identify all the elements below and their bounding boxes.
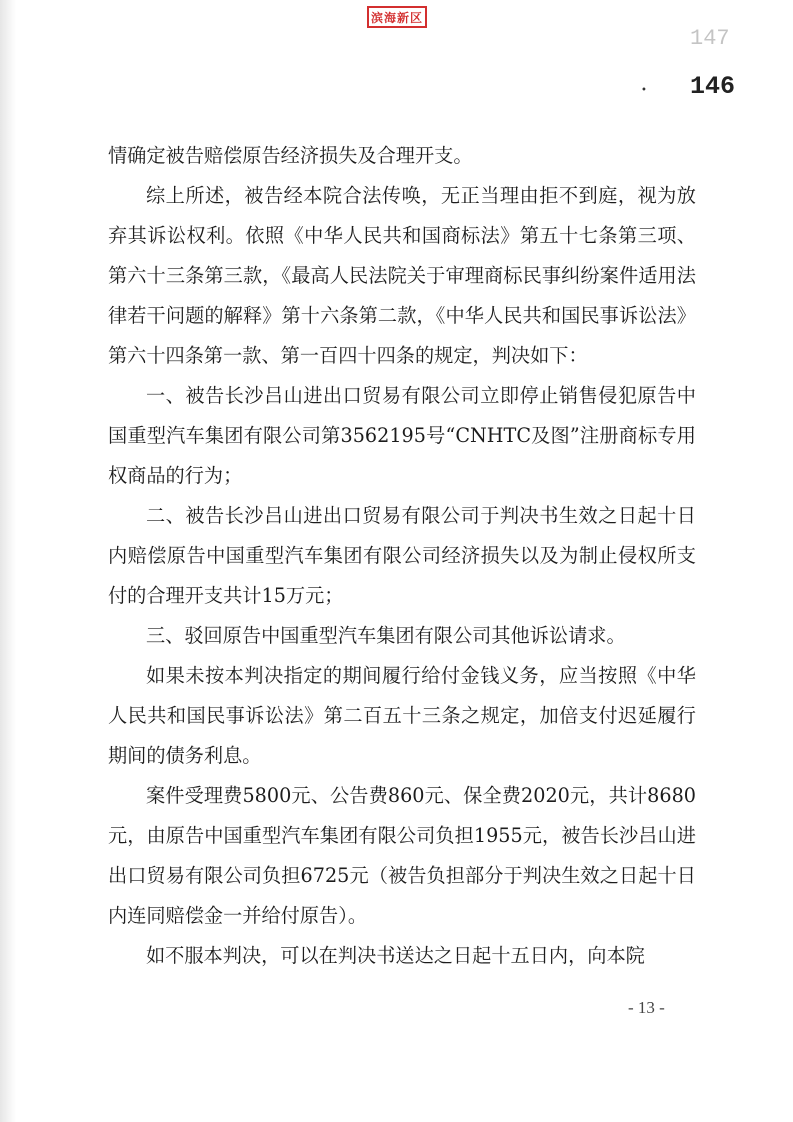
- page-footer-number: - 13 -: [628, 998, 665, 1017]
- paragraph-ruling-3: 三、驳回原告中国重型汽车集团有限公司其他诉讼请求。: [146, 624, 626, 647]
- faint-page-number: 147: [690, 26, 730, 51]
- paragraph-appeal: 如不服本判决，可以在判决书送达之日起十五日内，向本院: [146, 944, 645, 967]
- paragraph-summary: 综上所述，被告经本院合法传唤，无正当理由拒不到庭，视为放弃其诉讼权利。依照《中华人民共和国商标法》第五十七条第三项、第六十三条第三款，《最高人民法院关于审理商标民事纠纷案件适用法律若干问题的解释》第十六条第二款，《中华人民共和国民事诉讼法》第六十四条第一款、第一百四十四条的规定，判决如下：: [108, 184, 696, 367]
- paragraph-fees: 案件受理费5800元、公告费860元、保全费2020元，共计8680元，由原告中国重型汽车集团有限公司负担1955元，被告长沙吕山进出口贸易有限公司负担6725元（被告负担部分于判决生效之日起十日内连同赔偿金一并给付原告）。: [108, 784, 696, 927]
- paragraph-ruling-2: 二、被告长沙吕山进出口贸易有限公司于判决书生效之日起十日内赔偿原告中国重型汽车集团有限公司经济损失以及为制止侵权所支付的合理开支共计15万元；: [108, 504, 696, 607]
- paragraph-interest: 如果未按本判决指定的期间履行给付金钱义务，应当按照《中华人民共和国民事诉讼法》第二百五十三条之规定，加倍支付迟延履行期间的债务利息。: [108, 664, 696, 767]
- scan-dot: •: [641, 85, 647, 96]
- scan-edge-shadow: [0, 0, 16, 1122]
- page-stamp-number: 146: [690, 72, 736, 101]
- district-stamp: 滨海新区: [367, 6, 427, 28]
- paragraph-continuation: 情确定被告赔偿原告经济损失及合理开支。: [108, 144, 473, 167]
- paragraph-ruling-1: 一、被告长沙吕山进出口贸易有限公司立即停止销售侵犯原告中国重型汽车集团有限公司第3562195号“CNHTC及图”注册商标专用权商品的行为；: [108, 384, 696, 487]
- judgment-body: [108, 136, 696, 976]
